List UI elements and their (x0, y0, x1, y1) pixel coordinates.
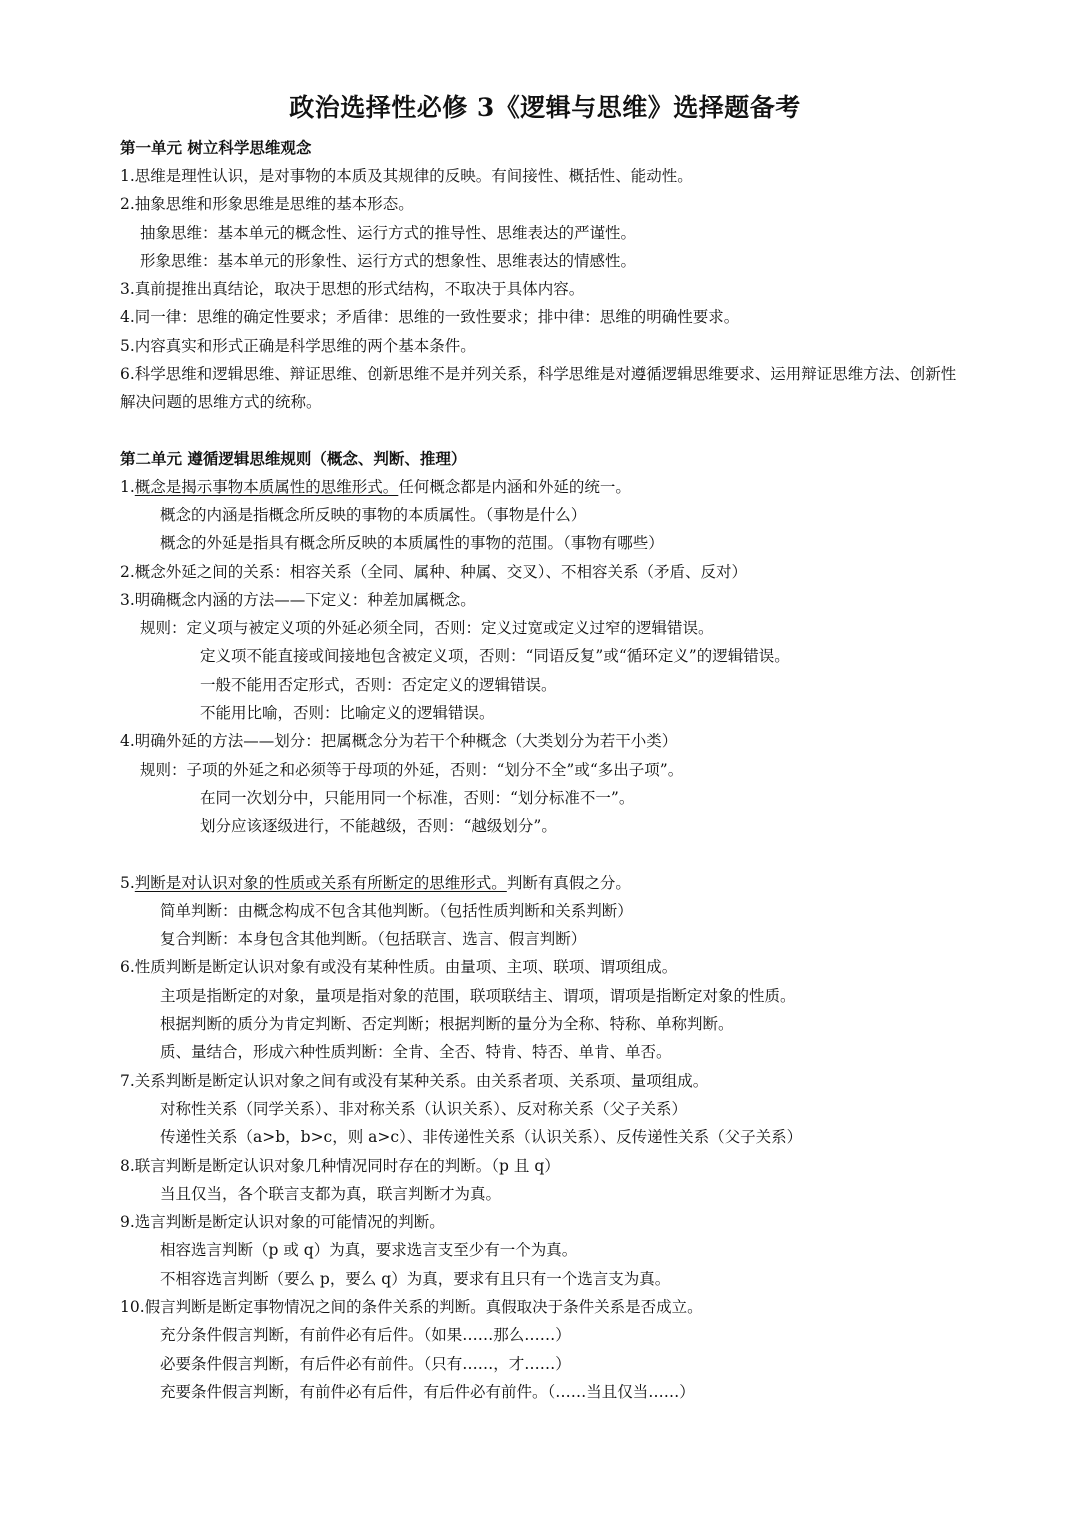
unit-2-item-8: 8.联言判断是断定认识对象几种情况同时存在的判断。（p 且 q） (120, 1156, 560, 1175)
unit-2-item-9a: 相容选言判断（p 或 q）为真，要求选言支至少有一个为真。 (160, 1241, 578, 1260)
item-number: 5. (120, 873, 135, 892)
unit-2-item-3: 3.明确概念内涵的方法——下定义：种差加属概念。 (120, 590, 476, 609)
unit-2-item-6c: 质、量结合，形成六种性质判断：全肯、全否、特肯、特否、单肯、单否。 (160, 1043, 672, 1062)
unit-2-item-6b: 根据判断的质分为肯定判断、否定判断；根据判断的量分为全称、特称、单称判断。 (160, 1015, 734, 1034)
unit-2-item-6a: 主项是指断定的对象，量项是指对象的范围，联项联结主、谓项，谓项是指断定对象的性质。 (160, 986, 796, 1005)
unit-2-item-4c: 划分应该逐级进行，不能越级，否则：“越级划分”。 (200, 817, 557, 836)
unit-2-item-9b: 不相容选言判断（要么 p，要么 q）为真，要求有且只有一个选言支为真。 (160, 1269, 671, 1288)
unit-1-item-3: 3.真前提推出真结论，取决于思想的形式结构，不取决于具体内容。 (120, 280, 585, 299)
item-text: 任何概念都是内涵和外延的统一。 (398, 477, 631, 496)
unit-2-item-10b: 必要条件假言判断，有后件必有前件。（只有……，才……） (160, 1354, 571, 1373)
unit-1-item-6: 6.科学思维和逻辑思维、辩证思维、创新思维不是并列关系，科学思维是对遵循逻辑思维要求、运用辩证思维方法、创新性解决问题的思维方式的统称。 (120, 365, 957, 412)
unit-2-item-7b: 传递性关系（a>b，b>c，则 a>c）、非传递性关系（认识关系）、反传递性关系（父子关系） (160, 1128, 803, 1147)
unit-2-item-10a: 充分条件假言判断，有前件必有后件。（如果……那么……） (160, 1326, 571, 1345)
unit-2-item-5b: 复合判断：本身包含其他判断。（包括联言、选言、假言判断） (160, 930, 587, 949)
unit-2-item-1b: 概念的外延是指具有概念所反映的本质属性的事物的范围。（事物有哪些） (160, 534, 664, 553)
unit-2-item-3c: 一般不能用否定形式，否则：否定定义的逻辑错误。 (200, 675, 557, 694)
unit-2-item-10: 10.假言判断是断定事物情况之间的条件关系的判断。真假取决于条件关系是否成立。 (120, 1297, 703, 1316)
unit-2-item-5a: 简单判断：由概念构成不包含其他判断。（包括性质判断和关系判断） (160, 901, 633, 920)
unit-2-item-9: 9.选言判断是断定认识对象的可能情况的判断。 (120, 1213, 445, 1232)
unit-2-item-6: 6.性质判断是断定认识对象有或没有某种性质。由量项、主项、联项、谓项组成。 (120, 958, 678, 977)
section-gap (120, 417, 970, 445)
unit-2-item-3d: 不能用比喻，否则：比喻定义的逻辑错误。 (200, 704, 495, 723)
unit-2-item-3b: 定义项不能直接或间接地包含被定义项，否则：“同语反复”或“循环定义”的逻辑错误。 (200, 647, 790, 666)
unit-2-item-4: 4.明确外延的方法——划分：把属概念分为若干个种概念（大类划分为若干小类） (120, 732, 678, 751)
unit-1-item-2a: 抽象思维：基本单元的概念性、运行方式的推导性、思维表达的严谨性。 (140, 223, 637, 242)
unit-1-item-2: 2.抽象思维和形象思维是思维的基本形态。 (120, 195, 414, 214)
unit-2-item-1a: 概念的内涵是指概念所反映的事物的本质属性。（事物是什么） (160, 505, 587, 524)
unit-1-item-5: 5.内容真实和形式正确是科学思维的两个基本条件。 (120, 336, 476, 355)
unit-2-item-7a: 对称性关系（同学关系）、非对称关系（认识关系）、反对称关系（父子关系） (160, 1099, 688, 1118)
item-text: 判断有真假之分。 (506, 873, 631, 892)
unit-2-item-8a: 当且仅当，各个联言支都为真，联言判断才为真。 (160, 1184, 502, 1203)
unit-2-item-5 (120, 869, 970, 897)
unit-2-item-7: 7.关系判断是断定认识对象之间有或没有某种关系。由关系者项、关系项、量项组成。 (120, 1071, 709, 1090)
unit-1-item-4: 4.同一律：思维的确定性要求；矛盾律：思维的一致性要求；排中律：思维的明确性要求。 (120, 308, 740, 327)
underlined-definition: 判断是对认识对象的性质或关系有所断定的思维形式。 (134, 873, 507, 892)
unit-2-item-4a: 规则：子项的外延之和必须等于母项的外延，否则：“划分不全”或“多出子项”。 (140, 760, 684, 779)
item-number: 1. (120, 477, 135, 496)
unit-2-item-4b: 在同一次划分中，只能用同一个标准，否则：“划分标准不一”。 (200, 788, 635, 807)
unit-1-item-1: 1.思维是理性认识，是对事物的本质及其规律的反映。有间接性、概括性、能动性。 (120, 167, 693, 185)
unit-2-section (120, 445, 970, 1407)
unit-1-section (120, 134, 970, 417)
paragraph-gap (120, 841, 970, 869)
unit-2-item-10c: 充要条件假言判断，有前件必有后件，有后件必有前件。（……当且仅当……） (160, 1382, 695, 1401)
unit-2-heading: 第二单元 遵循逻辑思维规则（概念、判断、推理） (120, 449, 467, 468)
underlined-definition: 概念是揭示事物本质属性的思维形式。 (134, 477, 399, 496)
unit-2-item-2: 2.概念外延之间的关系：相容关系（全同、属种、种属、交叉）、不相容关系（矛盾、反对） (120, 562, 748, 581)
unit-2-item-1 (120, 473, 970, 501)
unit-1-heading: 第一单元 树立科学思维观念 (120, 139, 312, 157)
unit-2-item-3a: 规则：定义项与被定义项的外延必须全同，否则：定义过宽或定义过窄的逻辑错误。 (140, 619, 714, 638)
page-title: 政治选择性必修 3《逻辑与思维》选择题备考 (289, 93, 801, 122)
unit-1-item-2b: 形象思维：基本单元的形象性、运行方式的想象性、思维表达的情感性。 (140, 251, 637, 270)
